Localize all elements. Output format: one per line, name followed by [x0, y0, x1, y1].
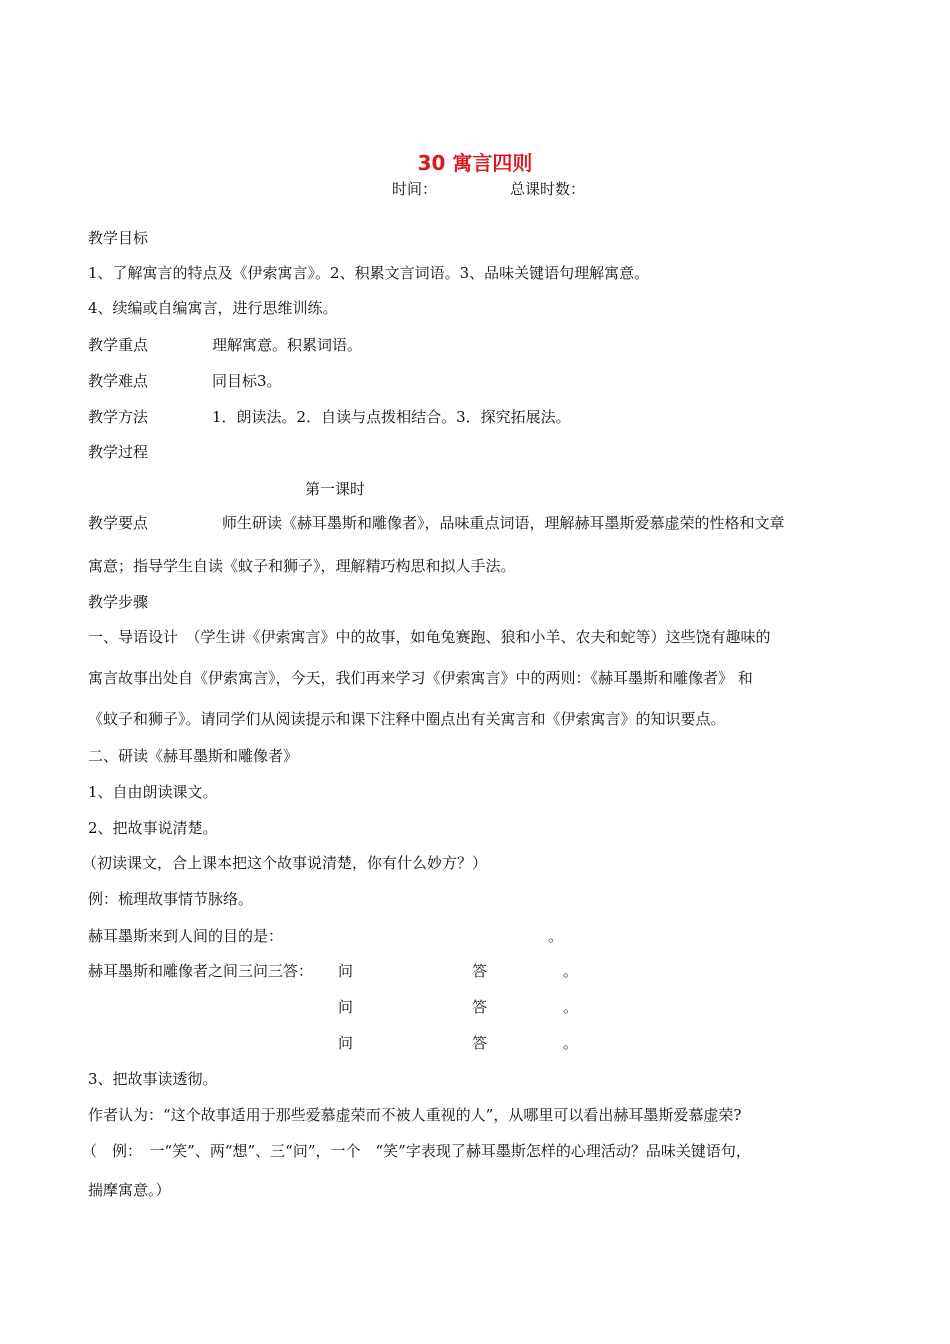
key-points-label: 教学要点	[88, 514, 149, 532]
steps-heading: 教学步骤	[88, 593, 149, 611]
purpose-label: 赫耳墨斯来到人间的目的是：	[88, 927, 284, 945]
qa-answer-3: 答	[472, 1034, 488, 1052]
intro-line-1: 一、导语设计 （学生讲《伊索寓言》中的故事，如龟兔赛跑、狼和小羊、农夫和蛇等）这些饶有趣味的	[88, 628, 771, 646]
key-points-line-1: 师生研读《赫耳墨斯和雕像者》，品味重点词语，理解赫耳墨斯爱慕虚荣的性格和文章	[222, 514, 785, 532]
step-2-note: （初读课文，合上课本把这个故事说清楚，你有什么妙方？）	[82, 854, 488, 872]
example-2-line-1: （ 例： 一“笑”、两“想”、三“问”，一个 “笑”字表现了赫耳墨斯怎样的心理活动？品味关键语句，	[82, 1142, 751, 1160]
qa-question-3: 问	[338, 1034, 354, 1052]
qa-period-2: 。	[563, 998, 579, 1016]
process-heading: 教学过程	[88, 443, 149, 461]
goals-heading: 教学目标	[88, 229, 149, 247]
focus-label: 教学重点	[88, 336, 149, 354]
step-2: 2、把故事说清楚。	[88, 819, 218, 837]
part-2-heading: 二、研读《赫耳墨斯和雕像者》	[88, 747, 299, 765]
time-label: 时间：	[392, 180, 438, 198]
author-question: 作者认为：“这个故事适用于那些爱慕虚荣而不被人重视的人”，从哪里可以看出赫耳墨斯爱慕虚荣?	[88, 1106, 742, 1124]
qa-answer-2: 答	[472, 998, 488, 1016]
total-hours-label: 总课时数：	[510, 180, 586, 198]
page-title: 30 寓言四则	[417, 151, 533, 175]
qa-label: 赫耳墨斯和雕像者之间三问三答：	[88, 962, 314, 980]
qa-question-1: 问	[338, 962, 354, 980]
intro-line-2: 寓言故事出处自《伊索寓言》，今天，我们再来学习《伊索寓言》中的两则：《赫耳墨斯和雕像者》 和	[88, 669, 753, 687]
method-value: 1．朗读法。2．自读与点拨相结合。3．探究拓展法。	[212, 408, 571, 426]
difficulty-label: 教学难点	[88, 372, 149, 390]
step-3: 3、把故事读透彻。	[88, 1070, 218, 1088]
step-1: 1、自由朗读课文。	[88, 783, 218, 801]
example-line: 例：梳理故事情节脉络。	[88, 890, 254, 908]
method-label: 教学方法	[88, 408, 149, 426]
qa-answer-1: 答	[472, 962, 488, 980]
focus-value: 理解寓意。积累词语。	[212, 336, 363, 354]
qa-period-1: 。	[563, 962, 579, 980]
qa-period-3: 。	[563, 1034, 579, 1052]
key-points-line-2: 寓意；指导学生自读《蚊子和狮子》，理解精巧构思和拟人手法。	[88, 557, 516, 575]
intro-line-3: 《蚊子和狮子》。请同学们从阅读提示和课下注释中圈点出有关寓言和《伊索寓言》的知识要点。	[88, 710, 726, 728]
qa-question-2: 问	[338, 998, 354, 1016]
difficulty-value: 同目标3。	[212, 372, 282, 390]
example-2-line-2: 揣摩寓意。）	[88, 1181, 171, 1199]
goals-line-2: 4、续编或自编寓言，进行思维训练。	[88, 299, 338, 317]
goals-line-1: 1、了解寓言的特点及《伊索寓言》。2、积累文言词语。3、品味关键语句理解寓意。	[88, 264, 650, 282]
purpose-period: 。	[548, 927, 564, 945]
lesson-heading: 第一课时	[305, 480, 366, 498]
